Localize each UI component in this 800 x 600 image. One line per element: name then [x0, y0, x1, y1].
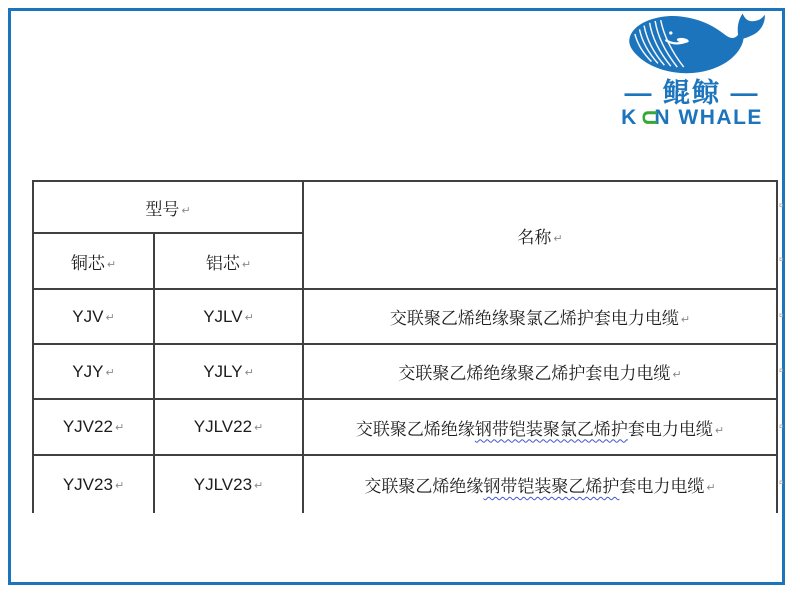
header-copper	[33, 233, 154, 289]
cell-text: YJLY	[203, 361, 243, 381]
end-of-row-mark: ¤	[779, 311, 784, 320]
cell-text: 名称	[517, 227, 552, 247]
end-of-row-mark: ¤	[779, 366, 784, 375]
return-mark: ↵	[244, 366, 254, 379]
return-mark: ↵	[254, 479, 264, 492]
table-row	[33, 455, 777, 513]
end-of-row-mark: ¤	[779, 201, 784, 210]
logo-letters-rest: N WHALE	[654, 106, 763, 129]
cell-copper-code	[33, 399, 154, 455]
table-row	[33, 344, 777, 399]
cell-text: YJV	[72, 306, 104, 326]
cell-text: YJV22	[62, 417, 113, 436]
cell-copper-code	[33, 344, 154, 399]
end-of-row-mark: ¤	[779, 255, 784, 264]
return-mark: ↵	[105, 366, 115, 379]
whale-icon	[617, 10, 767, 80]
company-logo	[602, 8, 782, 130]
cell-text: 套电力电缆	[627, 419, 713, 439]
table-row	[33, 399, 777, 455]
cell-name	[303, 289, 777, 344]
return-mark: ↵	[106, 258, 117, 271]
cell-text: 型号	[145, 199, 180, 219]
cell-aluminum-code	[154, 344, 303, 399]
cell-name	[303, 399, 777, 455]
return-mark: ↵	[105, 311, 115, 324]
cell-text: 交联聚乙烯绝缘聚氯乙烯护套电力电缆	[389, 309, 679, 328]
end-of-row-mark: ¤	[779, 422, 784, 431]
spellcheck-flagged-text: 钢带铠装聚氯乙烯护	[474, 419, 628, 439]
cell-aluminum-code	[154, 289, 303, 344]
header-name	[303, 181, 777, 289]
end-of-row-mark: ¤	[779, 478, 784, 487]
cell-text: YJV23	[62, 474, 113, 494]
header-aluminum	[154, 233, 303, 289]
cell-aluminum-code	[154, 455, 303, 513]
return-mark: ↵	[241, 258, 252, 271]
return-mark: ↵	[114, 422, 125, 434]
return-mark: ↵	[714, 424, 725, 437]
header-model	[33, 181, 303, 233]
cell-aluminum-code	[154, 399, 303, 455]
cell-name	[303, 455, 777, 513]
cell-text: 铝芯	[205, 253, 240, 273]
cell-text: YJLV23	[193, 474, 253, 494]
cell-text: YJY	[72, 361, 104, 381]
cell-text: 套电力电缆	[619, 477, 705, 496]
cell-text: 铜芯	[70, 253, 105, 273]
cell-copper-code	[33, 289, 154, 344]
cell-text: YJLV22	[193, 417, 253, 436]
cell-text: YJLV	[203, 306, 243, 326]
return-mark: ↵	[553, 232, 563, 245]
return-mark: ↵	[706, 482, 716, 494]
return-mark: ↵	[114, 479, 125, 492]
cell-copper-code	[33, 455, 154, 513]
return-mark: ↵	[672, 369, 682, 381]
return-mark: ↵	[254, 422, 264, 434]
cell-text: 交联聚乙烯绝缘聚乙烯护套电力电缆	[398, 364, 671, 383]
cable-spec-table	[32, 180, 778, 513]
return-mark: ↵	[244, 311, 254, 324]
logo-english-text	[602, 106, 782, 130]
return-mark: ↵	[680, 314, 691, 326]
spellcheck-flagged-text: 钢带铠装聚乙烯护	[483, 477, 620, 496]
logo-letter-u: U	[637, 110, 661, 127]
logo-letter-k: K	[621, 106, 638, 129]
table-row	[33, 289, 777, 344]
cell-text: 交联聚乙烯绝缘	[364, 477, 484, 496]
logo-chinese-text: — 鲲鲸 —	[624, 78, 760, 108]
header-row-model	[33, 181, 777, 233]
cell-name	[303, 344, 777, 399]
cell-text: 交联聚乙烯绝缘	[355, 419, 475, 439]
return-mark: ↵	[181, 204, 191, 217]
